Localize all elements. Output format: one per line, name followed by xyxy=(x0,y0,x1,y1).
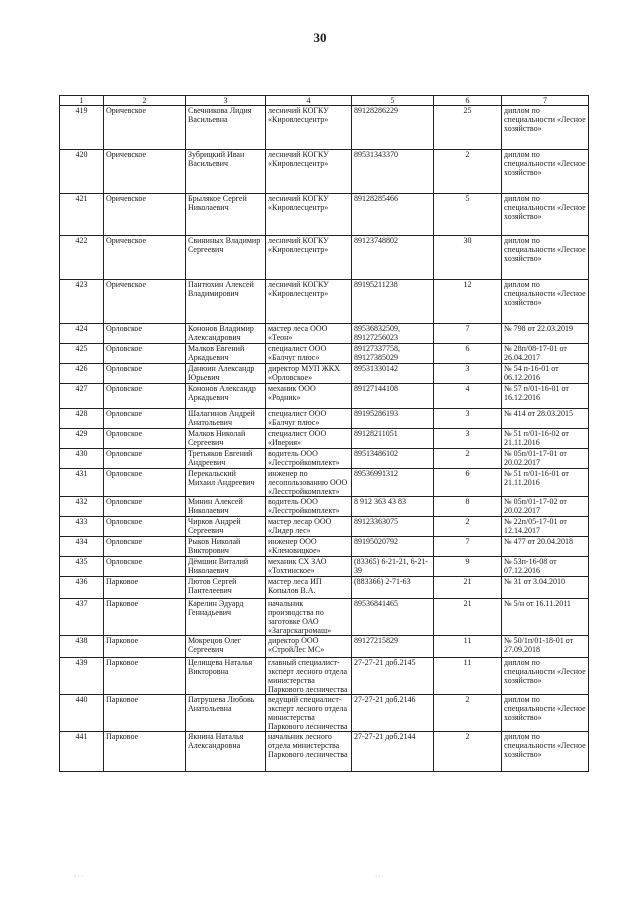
experience-cell: 3 xyxy=(434,364,502,384)
experience-cell: 7 xyxy=(434,324,502,344)
name-cell: Зубрицкий Иван Васильевич xyxy=(186,150,266,194)
table-row xyxy=(60,150,589,194)
district-cell: Орловское xyxy=(104,409,186,429)
name-cell: Патрушева Любовь Анатольевна xyxy=(186,695,266,732)
name-cell: Шалагинов Андрей Анатольевич xyxy=(186,409,266,429)
document-cell: № 57 п/01-16-01 от 16.12.2016 xyxy=(502,384,589,409)
document-cell: № 53п-16-08 от 07.12.2016 xyxy=(502,557,589,577)
row-number-cell: 441 xyxy=(60,732,104,772)
position-cell: мастер лесар ООО «Лидер лес» xyxy=(266,517,352,537)
name-cell: Чирков Андрей Сергеевич xyxy=(186,517,266,537)
row-number-cell: 435 xyxy=(60,557,104,577)
document-cell: диплом по специальности «Лесное хозяйство» xyxy=(502,280,589,324)
district-cell: Оричевское xyxy=(104,236,186,280)
row-number-cell: 424 xyxy=(60,324,104,344)
district-cell: Орловское xyxy=(104,469,186,497)
district-cell: Орловское xyxy=(104,324,186,344)
header-row xyxy=(60,96,589,106)
document-cell: № 51 п/01-16-02 от 21.11.2016 xyxy=(502,429,589,449)
row-number-cell: 440 xyxy=(60,695,104,732)
column-header: 7 xyxy=(502,96,589,106)
phone-cell: 89531343370 xyxy=(352,150,434,194)
name-cell: Карелин Эдуард Геннадьевич xyxy=(186,599,266,636)
experience-cell: 6 xyxy=(434,469,502,497)
experience-cell: 3 xyxy=(434,409,502,429)
position-cell: специалист ООО «Балчуг плюс» xyxy=(266,344,352,364)
district-cell: Орловское xyxy=(104,449,186,469)
document-cell: № 51 п/01-16-01 от 21.11.2016 xyxy=(502,469,589,497)
row-number-cell: 425 xyxy=(60,344,104,364)
phone-cell: (83365) 6-21-21, 6-21-39 xyxy=(352,557,434,577)
document-cell: № 414 от 28.03.2015 xyxy=(502,409,589,429)
row-number-cell: 434 xyxy=(60,537,104,557)
table-row xyxy=(60,384,589,409)
column-header: 6 xyxy=(434,96,502,106)
table-row xyxy=(60,106,589,150)
position-cell: лесничий КОГКУ «Кировлесцентр» xyxy=(266,194,352,236)
experience-cell: 9 xyxy=(434,557,502,577)
name-cell: Свечникова Лидия Васильевна xyxy=(186,106,266,150)
phone-cell: 89195020792 xyxy=(352,537,434,557)
district-cell: Орловское xyxy=(104,497,186,517)
experience-cell: 11 xyxy=(434,636,502,658)
phone-cell: 27-27-21 доб.2145 xyxy=(352,658,434,695)
row-number-cell: 426 xyxy=(60,364,104,384)
position-cell: ведущий специалист-эксперт лесного отдела министерства Паркового лесничества xyxy=(266,695,352,732)
experience-cell: 2 xyxy=(434,150,502,194)
document-cell: № 31 от 3.04.2010 xyxy=(502,577,589,599)
table-row xyxy=(60,636,589,658)
name-cell: Якнина Наталья Александровна xyxy=(186,732,266,772)
experience-cell: 2 xyxy=(434,517,502,537)
table-row xyxy=(60,658,589,695)
experience-cell: 5 xyxy=(434,194,502,236)
experience-cell: 12 xyxy=(434,280,502,324)
position-cell: водитель ООО «Лесстройкомплект» xyxy=(266,449,352,469)
table-row xyxy=(60,280,589,324)
document-cell: № 477 от 20.04.2018 xyxy=(502,537,589,557)
phone-cell: 89531330142 xyxy=(352,364,434,384)
district-cell: Парковое xyxy=(104,577,186,599)
phone-cell: 89127144108 xyxy=(352,384,434,409)
district-cell: Парковое xyxy=(104,658,186,695)
phone-cell: 27-27-21 доб.2146 xyxy=(352,695,434,732)
experience-cell: 30 xyxy=(434,236,502,280)
district-cell: Орловское xyxy=(104,537,186,557)
column-header: 4 xyxy=(266,96,352,106)
experience-cell: 3 xyxy=(434,429,502,449)
position-cell: инженер ООО «Кленовицкое» xyxy=(266,537,352,557)
phone-cell: 8 912 363 43 83 xyxy=(352,497,434,517)
document-cell: № 5/н от 16.11.2011 xyxy=(502,599,589,636)
position-cell: мастер леса ООО «Теон» xyxy=(266,324,352,344)
row-number-cell: 420 xyxy=(60,150,104,194)
document-cell: диплом по специальности «Лесное хозяйство» xyxy=(502,194,589,236)
phone-cell: 89128286229 xyxy=(352,106,434,150)
position-cell: мастер леса ИП Копылов В.А. xyxy=(266,577,352,599)
experience-cell: 7 xyxy=(434,537,502,557)
table-row xyxy=(60,517,589,537)
table-row xyxy=(60,364,589,384)
row-number-cell: 428 xyxy=(60,409,104,429)
experience-cell: 8 xyxy=(434,497,502,517)
row-number-cell: 438 xyxy=(60,636,104,658)
table-row xyxy=(60,236,589,280)
row-number-cell: 430 xyxy=(60,449,104,469)
position-cell: механик ООО «Родник» xyxy=(266,384,352,409)
scan-mark: · · · xyxy=(375,874,384,880)
experience-cell: 2 xyxy=(434,732,502,772)
experience-cell: 21 xyxy=(434,577,502,599)
position-cell: специалист ООО «Балчуг плюс» xyxy=(266,409,352,429)
experience-cell: 21 xyxy=(434,599,502,636)
phone-cell: 89128285466 xyxy=(352,194,434,236)
phone-cell: 89123363075 xyxy=(352,517,434,537)
table-row xyxy=(60,599,589,636)
table-row xyxy=(60,324,589,344)
district-cell: Оричевское xyxy=(104,280,186,324)
phone-cell: 89513486102 xyxy=(352,449,434,469)
phone-cell: 27-27-21 доб.2144 xyxy=(352,732,434,772)
district-cell: Парковое xyxy=(104,732,186,772)
document-cell: № 05п/01-17-02 от 20.02.2017 xyxy=(502,497,589,517)
name-cell: Третьяков Евгений Андреевич xyxy=(186,449,266,469)
name-cell: Свининых Владимир Сергеевич xyxy=(186,236,266,280)
name-cell: Кононов Александр Аркадьевич xyxy=(186,384,266,409)
experience-cell: 25 xyxy=(434,106,502,150)
table-row xyxy=(60,469,589,497)
experience-cell: 2 xyxy=(434,695,502,732)
row-number-cell: 422 xyxy=(60,236,104,280)
position-cell: директор ООО «СтройЛес МС» xyxy=(266,636,352,658)
row-number-cell: 431 xyxy=(60,469,104,497)
position-cell: главный специалист-эксперт лесного отдела министерства Паркового лесничества xyxy=(266,658,352,695)
name-cell: Целищева Наталья Викторовна xyxy=(186,658,266,695)
document-cell: диплом по специальности «Лесное хозяйство» xyxy=(502,150,589,194)
document-cell: диплом по специальности «Лесное хозяйство» xyxy=(502,732,589,772)
document-cell: диплом по специальности «Лесное хозяйство» xyxy=(502,658,589,695)
row-number-cell: 433 xyxy=(60,517,104,537)
position-cell: начальник лесного отдела министерства Паркового лесничества xyxy=(266,732,352,772)
position-cell: инженер по лесопользованию ООО «Лесстройкомплект» xyxy=(266,469,352,497)
position-cell: лесничий КОГКУ «Кировлесцентр» xyxy=(266,236,352,280)
name-cell: Кононов Владимир Александрович xyxy=(186,324,266,344)
phone-cell: (883366) 2-71-63 xyxy=(352,577,434,599)
table-row xyxy=(60,429,589,449)
phone-cell: 89536991312 xyxy=(352,469,434,497)
registry-table xyxy=(59,95,589,772)
column-header: 3 xyxy=(186,96,266,106)
name-cell: Перекальский Михаил Андреевич xyxy=(186,469,266,497)
experience-cell: 11 xyxy=(434,658,502,695)
position-cell: лесничий КОГКУ «Кировлесцентр» xyxy=(266,150,352,194)
position-cell: лесничий КОГКУ «Кировлесцентр» xyxy=(266,280,352,324)
district-cell: Орловское xyxy=(104,517,186,537)
table-row xyxy=(60,732,589,772)
document-cell: № 798 от 22.03.2019 xyxy=(502,324,589,344)
table-row xyxy=(60,577,589,599)
phone-cell: 89195211238 xyxy=(352,280,434,324)
name-cell: Пантюхин Алексей Владимирович xyxy=(186,280,266,324)
phone-cell: 89127337758, 89127385029 xyxy=(352,344,434,364)
position-cell: начальник производства по заготовке ОАО «Загарскагромаш» xyxy=(266,599,352,636)
name-cell: Данюин Александр Юрьевич xyxy=(186,364,266,384)
district-cell: Орловское xyxy=(104,557,186,577)
document-cell: № 50/1п/01-18-01 от 27.09.2018 xyxy=(502,636,589,658)
district-cell: Оричевское xyxy=(104,150,186,194)
district-cell: Орловское xyxy=(104,429,186,449)
document-cell: № 54 п-16-01 от 06.12.2016 xyxy=(502,364,589,384)
name-cell: Минин Алексей Николаевич xyxy=(186,497,266,517)
name-cell: Дёмшин Виталий Николаевич xyxy=(186,557,266,577)
district-cell: Парковое xyxy=(104,695,186,732)
row-number-cell: 427 xyxy=(60,384,104,409)
column-header: 5 xyxy=(352,96,434,106)
row-number-cell: 437 xyxy=(60,599,104,636)
position-cell: специалист ООО «Иверия» xyxy=(266,429,352,449)
column-header: 2 xyxy=(104,96,186,106)
table-row xyxy=(60,537,589,557)
name-cell: Брылякое Сергей Николаевич xyxy=(186,194,266,236)
experience-cell: 6 xyxy=(434,344,502,364)
name-cell: Малков Николай Сергеевич xyxy=(186,429,266,449)
table-row xyxy=(60,409,589,429)
table-row xyxy=(60,557,589,577)
experience-cell: 2 xyxy=(434,449,502,469)
position-cell: водитель ООО «Лесстройкомплект» xyxy=(266,497,352,517)
row-number-cell: 436 xyxy=(60,577,104,599)
phone-cell: 89195286193 xyxy=(352,409,434,429)
district-cell: Парковое xyxy=(104,599,186,636)
position-cell: директор МУП ЖКХ «Орловское» xyxy=(266,364,352,384)
row-number-cell: 419 xyxy=(60,106,104,150)
row-number-cell: 439 xyxy=(60,658,104,695)
document-cell: № 28п/08-17-01 от 26.04.2017 xyxy=(502,344,589,364)
table-row xyxy=(60,194,589,236)
district-cell: Орловское xyxy=(104,344,186,364)
scan-mark: · · · xyxy=(74,874,83,880)
document-cell: № 22п/05-17-01 от 12.14.2017 xyxy=(502,517,589,537)
district-cell: Оричевское xyxy=(104,194,186,236)
name-cell: Лютов Сергей Пантелеевич xyxy=(186,577,266,599)
row-number-cell: 429 xyxy=(60,429,104,449)
name-cell: Мокрецов Олег Сергеевич xyxy=(186,636,266,658)
document-cell: диплом по специальности «Лесное хозяйство» xyxy=(502,106,589,150)
table-row xyxy=(60,497,589,517)
row-number-cell: 423 xyxy=(60,280,104,324)
district-cell: Орловское xyxy=(104,384,186,409)
document-cell: диплом по специальности «Лесное хозяйство» xyxy=(502,236,589,280)
district-cell: Орловское xyxy=(104,364,186,384)
name-cell: Малков Евгений Аркадьевич xyxy=(186,344,266,364)
phone-cell: 89123748802 xyxy=(352,236,434,280)
name-cell: Рыков Николай Викторович xyxy=(186,537,266,557)
district-cell: Оричевское xyxy=(104,106,186,150)
column-header: 1 xyxy=(60,96,104,106)
table-row xyxy=(60,344,589,364)
experience-cell: 4 xyxy=(434,384,502,409)
position-cell: механик СХ ЗАО «Тохтинское» xyxy=(266,557,352,577)
page-number: 30 xyxy=(313,30,327,45)
phone-cell: 89128211051 xyxy=(352,429,434,449)
document-cell: диплом по специальности «Лесное хозяйство» xyxy=(502,695,589,732)
district-cell: Парковое xyxy=(104,636,186,658)
table-row xyxy=(60,449,589,469)
document-cell: № 05п/01-17-01 от 20.02.2017 xyxy=(502,449,589,469)
row-number-cell: 421 xyxy=(60,194,104,236)
phone-cell: 89536841465 xyxy=(352,599,434,636)
phone-cell: 89536832509, 89127256023 xyxy=(352,324,434,344)
phone-cell: 89127215829 xyxy=(352,636,434,658)
table-row xyxy=(60,695,589,732)
row-number-cell: 432 xyxy=(60,497,104,517)
position-cell: лесничий КОГКУ «Кировлесцентр» xyxy=(266,106,352,150)
